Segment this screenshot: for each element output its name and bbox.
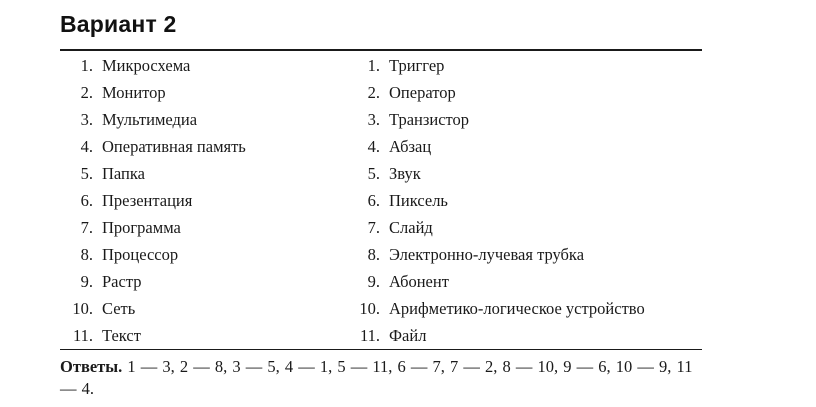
- list-item: [355, 133, 700, 160]
- item-number: 5.: [80, 164, 93, 183]
- item-text: Программа: [102, 218, 181, 237]
- item-number: 8.: [80, 245, 93, 264]
- item-text: Оператор: [389, 83, 456, 102]
- list-item: [355, 79, 700, 106]
- item-text: Триггер: [389, 56, 445, 75]
- terms-list-right: [355, 52, 700, 349]
- item-number: 10.: [72, 299, 93, 318]
- page-title: Вариант 2: [60, 11, 177, 37]
- list-item: [355, 187, 700, 214]
- list-item: [355, 322, 700, 349]
- list-item: [355, 214, 700, 241]
- item-number: 5.: [367, 164, 380, 183]
- item-number: 11.: [72, 326, 93, 345]
- item-number: 2.: [367, 83, 380, 102]
- item-number: 7.: [367, 218, 380, 237]
- item-text: Звук: [389, 164, 421, 183]
- item-number: 1.: [367, 56, 380, 75]
- item-text: Текст: [102, 326, 141, 345]
- list-item: [68, 106, 338, 133]
- list-item: [68, 268, 338, 295]
- answers-label: Ответы.: [60, 357, 123, 376]
- list-item: [68, 241, 338, 268]
- item-number: 6.: [80, 191, 93, 210]
- list-item: [68, 133, 338, 160]
- item-text: Слайд: [389, 218, 433, 237]
- item-text: Монитор: [102, 83, 166, 102]
- item-number: 2.: [80, 83, 93, 102]
- list-item: [68, 160, 338, 187]
- list-item: [355, 160, 700, 187]
- item-text: Презентация: [102, 191, 193, 210]
- list-item: [68, 214, 338, 241]
- item-text: Абзац: [389, 137, 432, 156]
- item-text: Пиксель: [389, 191, 448, 210]
- list-item: [355, 241, 700, 268]
- bottom-divider: [60, 349, 702, 350]
- item-number: 9.: [80, 272, 93, 291]
- item-number: 4.: [80, 137, 93, 156]
- item-text: Электронно-лучевая трубка: [389, 245, 585, 264]
- item-number: 11.: [359, 326, 380, 345]
- list-item: [355, 268, 700, 295]
- list-item: [68, 322, 338, 349]
- list-item: [355, 52, 700, 79]
- list-item: [355, 106, 700, 133]
- item-number: 9.: [367, 272, 380, 291]
- item-number: 6.: [367, 191, 380, 210]
- item-text: Мультимедиа: [102, 110, 198, 129]
- item-text: Арифметико-логическое устройство: [389, 299, 645, 318]
- top-divider: [60, 49, 702, 51]
- answers-text: 1 — 3, 2 — 8, 3 — 5, 4 — 1, 5 — 11, 6 — 7, 7 — 2, 8 — 10, 9 — 6, 10 — 9, 11 — 4.: [60, 357, 693, 398]
- item-text: Процессор: [102, 245, 179, 264]
- item-text: Микросхема: [102, 56, 191, 75]
- list-item: [68, 79, 338, 106]
- item-number: 1.: [80, 56, 93, 75]
- item-text: Файл: [389, 326, 427, 345]
- terms-list-left: [68, 52, 338, 349]
- item-number: 7.: [80, 218, 93, 237]
- item-number: 4.: [367, 137, 380, 156]
- item-text: Абонент: [389, 272, 449, 291]
- list-item: [68, 187, 338, 214]
- list-item: [355, 295, 700, 322]
- item-text: Сеть: [102, 299, 136, 318]
- item-number: 3.: [80, 110, 93, 129]
- item-number: 10.: [359, 299, 380, 318]
- item-text: Растр: [102, 272, 142, 291]
- item-text: Транзистор: [389, 110, 470, 129]
- item-number: 3.: [367, 110, 380, 129]
- list-item: [68, 52, 338, 79]
- answers-block: [60, 356, 710, 400]
- item-text: Папка: [102, 164, 145, 183]
- item-number: 8.: [367, 245, 380, 264]
- item-text: Оперативная память: [102, 137, 246, 156]
- list-item: [68, 295, 338, 322]
